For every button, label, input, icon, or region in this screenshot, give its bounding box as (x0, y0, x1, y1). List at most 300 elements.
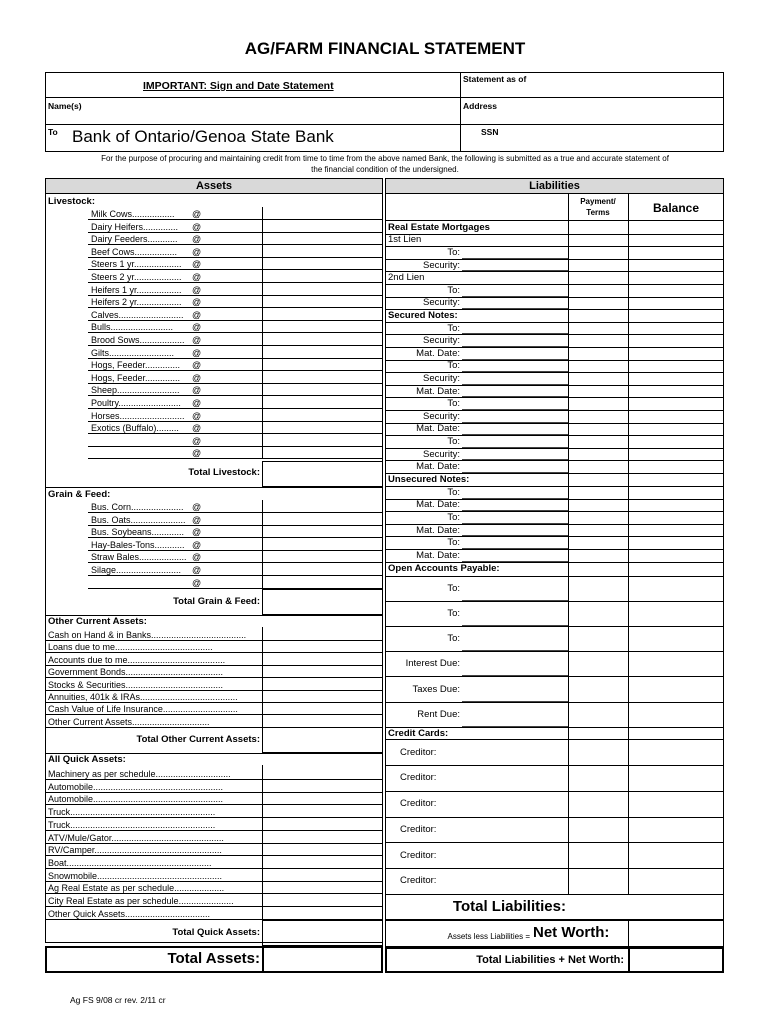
livestock-value-field[interactable] (263, 446, 382, 458)
liability-detail-field[interactable] (462, 360, 567, 372)
livestock-at-sign: @ (192, 398, 202, 408)
liability-payment-field[interactable] (569, 372, 627, 384)
quick-asset-item: Automobile.................................................... (48, 781, 224, 792)
grain-value-field[interactable] (263, 550, 382, 562)
livestock-value-field[interactable] (263, 371, 382, 383)
liability-payment-field[interactable] (569, 410, 627, 422)
quick-asset-item: City Real Estate as per schedule...................... (48, 896, 234, 906)
liability-label-security: Security: (423, 410, 460, 422)
liability-balance-field[interactable] (629, 601, 723, 625)
grain-at-sign: @ (192, 552, 202, 563)
liability-balance-field[interactable] (629, 868, 723, 893)
liability-payment-field[interactable] (569, 284, 627, 296)
page-title: AG/FARM FINANCIAL STATEMENT (244, 39, 526, 58)
livestock-item: Hogs, Feeder.............. (91, 372, 181, 383)
livestock-at-sign: @ (192, 335, 202, 345)
liability-balance-field[interactable] (629, 246, 723, 258)
payment-terms-header (568, 196, 628, 218)
liability-detail-field[interactable] (462, 246, 567, 258)
liability-detail-field[interactable] (462, 448, 567, 460)
livestock-qty-field[interactable] (203, 308, 261, 320)
grain-value-field[interactable] (263, 513, 382, 525)
liability-label-security: Security: (423, 259, 460, 271)
livestock-qty-field[interactable] (203, 421, 261, 433)
liability-detail-field[interactable] (462, 259, 567, 271)
liability-balance-field[interactable] (629, 817, 723, 842)
quick-asset-value-field[interactable] (263, 869, 382, 881)
liability-detail-field[interactable] (462, 651, 567, 675)
liability-balance-field[interactable] (629, 410, 723, 422)
livestock-item: Steers 1 yr................... (91, 259, 182, 270)
total-quick-field[interactable] (262, 920, 383, 946)
liability-payment-field[interactable] (569, 448, 627, 460)
livestock-value-field[interactable] (263, 257, 382, 269)
balance-header: Balance (652, 201, 700, 215)
net-worth-label: Net Worth: (533, 924, 610, 941)
liability-label-mat-date: Mat. Date: (416, 423, 460, 435)
liability-balance-field[interactable] (629, 626, 723, 650)
livestock-qty-field[interactable] (203, 257, 261, 269)
livestock-at-sign: @ (192, 246, 202, 257)
livestock-value-field[interactable] (263, 396, 382, 408)
livestock-qty-field[interactable] (203, 283, 261, 295)
liability-balance-field[interactable] (629, 271, 723, 283)
purpose-statement-line1: For the purpose of procuring and maintaining credit from time to time from the above named Bank, the following is submitted as a true and accurate statement of (101, 154, 669, 163)
liability-payment-field[interactable] (569, 360, 627, 372)
liability-balance-field[interactable] (629, 524, 723, 536)
grain-at-sign: @ (192, 502, 202, 512)
liability-balance-field[interactable] (629, 448, 723, 460)
liability-entry-line (462, 270, 568, 271)
liability-detail-field[interactable] (462, 334, 567, 346)
liability-label-taxes-due: Taxes Due: (412, 683, 460, 695)
livestock-item: Steers 2 yr................... (91, 272, 182, 282)
livestock-item: Exotics (Buffalo)......... (91, 423, 179, 434)
liability-balance-field[interactable] (629, 486, 723, 498)
liability-label-to: To: (447, 486, 460, 498)
liability-label-mat-date: Mat. Date: (416, 461, 460, 473)
grain-qty-field[interactable] (203, 576, 261, 588)
liability-detail-field[interactable] (462, 460, 567, 472)
quick-asset-value-field[interactable] (263, 856, 382, 868)
liability-label-to: To: (447, 582, 460, 594)
liability-label-security: Security: (423, 297, 460, 309)
livestock-value-field[interactable] (263, 358, 382, 370)
grain-qty-field[interactable] (203, 563, 261, 575)
livestock-qty-field[interactable] (203, 346, 261, 358)
livestock-label: Livestock: (48, 196, 95, 207)
other-asset-item: Cash on Hand & in Banks...................................... (48, 630, 247, 640)
liability-balance-field[interactable] (629, 284, 723, 296)
liability-payment-field[interactable] (569, 536, 627, 548)
livestock-at-sign: @ (192, 221, 202, 232)
other-asset-value-field[interactable] (263, 653, 382, 665)
quick-asset-value-field[interactable] (263, 843, 382, 855)
livestock-at-sign: @ (192, 309, 202, 320)
livestock-at-sign: @ (192, 347, 202, 358)
liability-detail-field[interactable] (462, 576, 567, 600)
liability-detail-field[interactable] (462, 297, 567, 309)
liability-label-interest-due: Interest Due: (405, 658, 460, 670)
total-liab-net-label: Total Liabilities + Net Worth: (476, 954, 624, 966)
other-asset-value-field[interactable] (263, 715, 382, 727)
liability-label-to: To: (447, 398, 460, 410)
livestock-value-field[interactable] (263, 409, 382, 421)
livestock-at-sign: @ (192, 209, 202, 219)
livestock-value-field[interactable] (263, 434, 382, 446)
liability-label-open-accounts: Open Accounts Payable: (388, 563, 500, 575)
liability-label-unsecured-notes: Unsecured Notes: (388, 474, 470, 485)
liability-label-creditor: Creditor: (400, 798, 437, 810)
livestock-qty-field[interactable] (203, 232, 261, 244)
liability-payment-field[interactable] (569, 739, 627, 764)
purpose-statement-line2: the financial condition of the undersigned. (311, 165, 459, 174)
liabilities-heading: Liabilities (386, 179, 723, 194)
livestock-qty-field[interactable] (203, 396, 261, 408)
liability-detail-field[interactable] (462, 322, 567, 334)
liability-detail-field[interactable] (462, 601, 567, 625)
livestock-value-field[interactable] (263, 232, 382, 244)
quick-asset-item: Ag Real Estate as per schedule.................... (48, 883, 225, 894)
livestock-at-sign: @ (192, 234, 202, 245)
liability-balance-field[interactable] (629, 702, 723, 726)
grain-item: Hay-Bales-Tons............ (91, 539, 185, 550)
livestock-value-field[interactable] (263, 383, 382, 395)
liability-detail-field[interactable] (462, 702, 567, 726)
liability-payment-field[interactable] (569, 549, 627, 561)
quick-asset-value-field[interactable] (263, 894, 382, 906)
liability-payment-field[interactable] (569, 322, 627, 334)
livestock-qty-field[interactable] (203, 371, 261, 383)
liability-detail-field[interactable] (462, 511, 567, 523)
liability-balance-field[interactable] (629, 842, 723, 867)
liability-label-to: To: (447, 537, 460, 549)
liability-balance-field[interactable] (629, 651, 723, 675)
liability-balance-field[interactable] (629, 334, 723, 346)
liability-detail-field[interactable] (462, 423, 567, 435)
total-liab-net-field[interactable] (631, 949, 722, 971)
grain-qty-field[interactable] (203, 513, 261, 525)
liability-label-first-lien: 1st Lien (388, 234, 422, 246)
liability-payment-field[interactable] (569, 234, 627, 246)
livestock-item: Sheep......................... (91, 385, 180, 396)
livestock-item: Brood Sows.................. (91, 335, 185, 345)
liability-detail-field[interactable] (462, 499, 567, 511)
grain-qty-field[interactable] (203, 538, 261, 550)
liability-label-to: To: (447, 512, 460, 523)
liability-balance-field[interactable] (629, 791, 723, 816)
liability-payment-field[interactable] (569, 460, 627, 472)
liability-label-security: Security: (423, 448, 460, 460)
quick-asset-item: Truck.......................................................... (48, 807, 216, 818)
liability-payment-field[interactable] (569, 423, 627, 435)
total-grain-label: Total Grain & Feed: (173, 596, 260, 607)
other-asset-value-field[interactable] (263, 702, 382, 714)
liability-payment-field[interactable] (569, 524, 627, 536)
livestock-value-field[interactable] (263, 320, 382, 332)
quick-asset-item: ATV/Mule/Gator............................................. (48, 832, 224, 843)
other-current-assets-label: Other Current Assets: (48, 616, 147, 627)
livestock-item: Gilts.......................... (91, 347, 175, 358)
total-liabilities-field[interactable] (569, 895, 723, 919)
liability-detail-field[interactable] (462, 347, 567, 359)
quick-asset-value-field[interactable] (263, 881, 382, 893)
statement-date-field[interactable] (461, 84, 723, 96)
total-other-current-field[interactable] (262, 727, 383, 753)
liability-detail-field[interactable] (462, 626, 567, 650)
liability-payment-field[interactable] (569, 626, 627, 650)
grain-at-sign: @ (192, 514, 202, 525)
liability-balance-field[interactable] (629, 576, 723, 600)
liability-payment-field[interactable] (569, 791, 627, 816)
liability-detail-field[interactable] (462, 284, 567, 296)
grain-at-sign: @ (192, 539, 202, 550)
liability-balance-field[interactable] (629, 536, 723, 548)
liability-label-security: Security: (423, 373, 460, 384)
liability-payment-field[interactable] (569, 259, 627, 271)
livestock-item: Heifers 2 yr.................. (91, 297, 182, 308)
liability-balance-field[interactable] (629, 435, 723, 447)
livestock-item: Poultry......................... (91, 398, 181, 408)
livestock-at-sign: @ (192, 284, 202, 295)
liability-balance-field[interactable] (629, 460, 723, 472)
liability-balance-field[interactable] (629, 234, 723, 246)
livestock-qty-field[interactable] (203, 295, 261, 307)
liability-payment-field[interactable] (569, 397, 627, 409)
liability-payment-field[interactable] (569, 702, 627, 726)
livestock-at-sign: @ (192, 448, 202, 459)
livestock-at-sign: @ (192, 272, 202, 282)
other-asset-item: Government Bonds....................................... (48, 667, 224, 678)
livestock-qty-field[interactable] (203, 434, 261, 446)
other-asset-value-field[interactable] (263, 628, 382, 640)
livestock-value-field[interactable] (263, 421, 382, 433)
liability-balance-field[interactable] (629, 347, 723, 359)
livestock-qty-field[interactable] (203, 220, 261, 232)
liability-detail-field[interactable] (462, 536, 567, 548)
liability-label-mat-date: Mat. Date: (416, 385, 460, 397)
liability-balance-field[interactable] (629, 372, 723, 384)
liability-payment-field[interactable] (569, 676, 627, 700)
other-asset-item: Cash Value of Life Insurance.............................. (48, 704, 238, 715)
grain-value-field[interactable] (263, 576, 382, 588)
liability-balance-field[interactable] (629, 297, 723, 309)
names-field[interactable] (90, 99, 458, 122)
livestock-qty-field[interactable] (203, 320, 261, 332)
liability-payment-field[interactable] (569, 385, 627, 397)
grain-qty-field[interactable] (203, 500, 261, 512)
statement-as-of-label: Statement as of (463, 74, 527, 84)
livestock-value-field[interactable] (263, 333, 382, 345)
liability-detail-field[interactable] (462, 397, 567, 409)
grain-item: Bus. Soybeans............. (91, 527, 185, 538)
liability-payment-field[interactable] (569, 765, 627, 790)
liability-detail-field[interactable] (462, 435, 567, 447)
liability-payment-field[interactable] (569, 499, 627, 511)
liability-payment-field[interactable] (569, 246, 627, 258)
liability-detail-field[interactable] (462, 410, 567, 422)
grain-item: Straw Bales................... (91, 552, 187, 563)
other-asset-value-field[interactable] (263, 690, 382, 702)
liability-label-to: To: (447, 322, 460, 334)
livestock-value-field[interactable] (263, 207, 382, 219)
livestock-at-sign: @ (192, 435, 202, 446)
livestock-at-sign: @ (192, 259, 202, 270)
liability-balance-field[interactable] (629, 397, 723, 409)
grain-item: Bus. Oats...................... (91, 514, 186, 525)
net-worth-field[interactable] (629, 921, 723, 946)
other-asset-item: Loans due to me....................................... (48, 642, 213, 653)
quick-asset-value-field[interactable] (263, 792, 382, 804)
other-asset-item: Stocks & Securities....................................... (48, 679, 224, 690)
liability-entry-line (462, 726, 568, 727)
livestock-item: Hogs, Feeder.............. (91, 360, 181, 371)
quick-asset-item: Machinery as per schedule.............................. (48, 769, 231, 779)
other-asset-value-field[interactable] (263, 665, 382, 677)
livestock-value-field[interactable] (263, 270, 382, 282)
livestock-value-field[interactable] (263, 346, 382, 358)
quick-asset-item: Boat.......................................................... (48, 857, 212, 868)
liability-balance-field[interactable] (629, 676, 723, 700)
liability-detail-field[interactable] (462, 372, 567, 384)
grain-item: Silage.......................... (91, 565, 182, 575)
grain-at-sign: @ (192, 527, 202, 538)
grain-qty-field[interactable] (203, 550, 261, 562)
names-label: Name(s) (48, 101, 82, 111)
liability-label-second-lien: 2nd Lien (388, 272, 425, 284)
liability-payment-field[interactable] (569, 651, 627, 675)
other-asset-item: Other Current Assets............................... (48, 716, 210, 727)
livestock-value-field[interactable] (263, 295, 382, 307)
livestock-qty-field[interactable] (203, 446, 261, 458)
liability-label-to: To: (447, 360, 460, 372)
liability-balance-field[interactable] (629, 385, 723, 397)
liability-detail-field[interactable] (462, 524, 567, 536)
quick-asset-value-field[interactable] (263, 780, 382, 792)
liability-label-creditor: Creditor: (400, 875, 437, 887)
livestock-qty-field[interactable] (203, 333, 261, 345)
ssn-field[interactable] (510, 126, 722, 150)
livestock-qty-field[interactable] (203, 383, 261, 395)
liability-detail-field[interactable] (462, 486, 567, 498)
grain-value-field[interactable] (263, 500, 382, 512)
liability-balance-field[interactable] (629, 499, 723, 511)
liability-payment-field[interactable] (569, 868, 627, 893)
liability-label-to: To: (447, 607, 460, 619)
livestock-qty-field[interactable] (203, 245, 261, 257)
liability-payment-field[interactable] (569, 334, 627, 346)
liability-label-creditor: Creditor: (400, 849, 437, 861)
liability-balance-field[interactable] (629, 259, 723, 271)
liability-payment-field[interactable] (569, 601, 627, 625)
livestock-value-field[interactable] (263, 220, 382, 232)
other-asset-item: Accounts due to me....................................... (48, 654, 226, 665)
liability-detail-field[interactable] (462, 549, 567, 561)
other-asset-item: Annuities, 401k & IRAs....................................... (48, 692, 238, 702)
liability-label-mat-date: Mat. Date: (416, 549, 460, 561)
grain-value-field[interactable] (263, 525, 382, 537)
liability-payment-field[interactable] (569, 576, 627, 600)
other-asset-value-field[interactable] (263, 678, 382, 690)
quick-asset-item: Snowmobile.................................................. (48, 870, 223, 881)
liability-label-mat-date: Mat. Date: (416, 347, 460, 359)
liability-entry-line (462, 308, 568, 309)
livestock-item: Calves.......................... (91, 309, 184, 320)
livestock-item: Bulls......................... (91, 322, 174, 333)
grain-value-field[interactable] (263, 563, 382, 575)
liability-payment-field[interactable] (569, 486, 627, 498)
liability-payment-field[interactable] (569, 842, 627, 867)
livestock-at-sign: @ (192, 322, 202, 333)
liability-payment-field[interactable] (569, 271, 627, 283)
liability-payment-field[interactable] (569, 347, 627, 359)
liability-label-secured-notes: Secured Notes: (388, 310, 458, 321)
total-livestock-field[interactable] (262, 461, 383, 487)
total-assets-field[interactable] (265, 948, 381, 971)
livestock-qty-field[interactable] (203, 270, 261, 282)
quick-asset-value-field[interactable] (263, 831, 382, 843)
liability-balance-field[interactable] (629, 511, 723, 523)
livestock-qty-field[interactable] (203, 409, 261, 421)
livestock-value-field[interactable] (263, 283, 382, 295)
grain-at-sign: @ (192, 577, 202, 588)
livestock-at-sign: @ (192, 410, 202, 421)
liability-balance-field[interactable] (629, 549, 723, 561)
livestock-at-sign: @ (192, 372, 202, 383)
address-label: Address (463, 101, 498, 111)
to-label: To (48, 127, 58, 137)
liability-label-credit-cards: Credit Cards: (388, 727, 449, 739)
liability-detail-field[interactable] (462, 676, 567, 700)
quick-asset-value-field[interactable] (263, 818, 382, 830)
liability-payment-field[interactable] (569, 817, 627, 842)
important-note: IMPORTANT: Sign and Date Statement (143, 80, 334, 92)
grain-qty-field[interactable] (203, 525, 261, 537)
livestock-qty-field[interactable] (203, 207, 261, 219)
liability-label-real-estate: Real Estate Mortgages (388, 221, 490, 233)
liability-label-to: To: (447, 436, 460, 447)
liability-label-creditor: Creditor: (400, 772, 437, 784)
liability-detail-field[interactable] (462, 385, 567, 397)
address-field[interactable] (505, 99, 722, 122)
liability-balance-field[interactable] (629, 739, 723, 764)
liability-entry-line (462, 472, 568, 473)
liability-balance-field[interactable] (629, 360, 723, 372)
livestock-at-sign: @ (192, 360, 202, 371)
livestock-item: Milk Cows................. (91, 209, 175, 219)
other-asset-value-field[interactable] (263, 640, 382, 652)
total-grain-field[interactable] (262, 589, 383, 615)
livestock-value-field[interactable] (263, 245, 382, 257)
liability-payment-field[interactable] (569, 297, 627, 309)
liability-balance-field[interactable] (629, 322, 723, 334)
quick-asset-item: RV/Camper................................................... (48, 845, 222, 856)
quick-asset-value-field[interactable] (263, 805, 382, 817)
grain-value-field[interactable] (263, 538, 382, 550)
livestock-at-sign: @ (192, 385, 202, 396)
livestock-qty-field[interactable] (203, 358, 261, 370)
liability-label-security: Security: (423, 335, 460, 347)
grain-at-sign: @ (192, 565, 202, 575)
livestock-value-field[interactable] (263, 308, 382, 320)
liability-balance-field[interactable] (629, 765, 723, 790)
quick-asset-value-field[interactable] (263, 907, 382, 919)
ssn-label: SSN (481, 127, 499, 137)
liability-payment-field[interactable] (569, 435, 627, 447)
liability-payment-field[interactable] (569, 511, 627, 523)
liability-balance-field[interactable] (629, 423, 723, 435)
quick-asset-value-field[interactable] (263, 767, 382, 779)
